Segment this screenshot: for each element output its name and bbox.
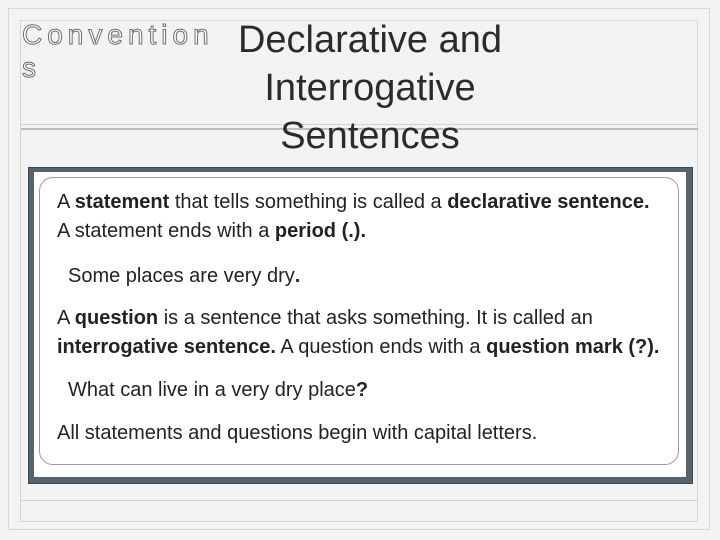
text: A <box>57 191 75 213</box>
capital-letters-rule: All statements and questions begin with capital letters. <box>57 422 538 444</box>
term-question: question <box>74 307 159 329</box>
example-text: Some places are very dry <box>68 265 295 287</box>
text: is a sentence that asks something. It is called an <box>158 307 593 329</box>
text: A question ends with a <box>275 336 487 358</box>
title-line-2: Interrogative <box>264 67 476 109</box>
term-period: period (.). <box>274 220 367 242</box>
title-line-3: Sentences <box>280 115 460 157</box>
term-declarative-sentence: declarative sentence. <box>447 191 650 213</box>
text: A statement ends with a <box>57 220 275 242</box>
term-statement: statement <box>74 191 170 213</box>
page-title <box>200 16 540 160</box>
declarative-example <box>68 262 664 291</box>
text: A <box>57 307 75 329</box>
interrogative-example <box>68 376 664 405</box>
footer-divider <box>20 500 698 501</box>
term-question-mark: question mark (?). <box>486 336 660 358</box>
title-line-1: Declarative and <box>237 19 503 61</box>
left-rule <box>20 20 21 522</box>
example-punctuation: ? <box>355 379 369 401</box>
interrogative-definition <box>57 304 664 362</box>
lesson-card <box>39 177 679 465</box>
example-punctuation: . <box>294 265 301 287</box>
declarative-definition <box>57 188 664 246</box>
text: that tells something is called a <box>169 191 448 213</box>
example-text: What can live in a very dry place <box>68 379 356 401</box>
term-interrogative-sentence: interrogative sentence. <box>57 336 276 358</box>
section-label: Conventions <box>22 19 214 83</box>
